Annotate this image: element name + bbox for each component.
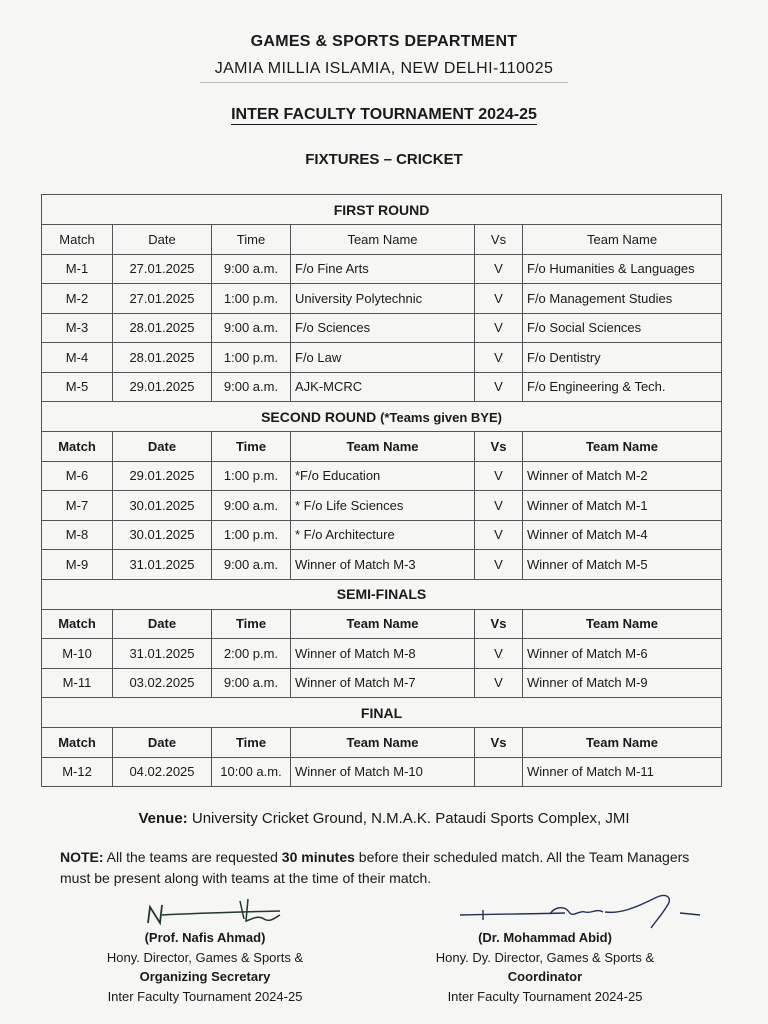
round-header-semi (42, 579, 722, 609)
header-rule (200, 82, 568, 83)
match-row (42, 668, 722, 698)
round-title: FIRST ROUND (42, 195, 722, 225)
department-title: GAMES & SPORTS DEPARTMENT (250, 33, 518, 50)
team-two: F/o Management Studies (523, 284, 722, 314)
col-date: Date (113, 432, 212, 462)
vs-marker: V (475, 343, 523, 373)
col-team: Team Name (291, 225, 475, 255)
signatory-title: Hony. Dy. Director, Games & Sports & (435, 949, 655, 965)
match-time: 9:00 a.m. (212, 372, 291, 402)
column-header-row (42, 225, 722, 255)
signature-left-image (140, 893, 290, 933)
match-id: M-11 (42, 668, 113, 698)
team-one: * F/o Architecture (291, 520, 475, 550)
team-two: F/o Social Sciences (523, 313, 722, 343)
match-id: M-8 (42, 520, 113, 550)
match-row (42, 372, 722, 402)
match-row (42, 461, 722, 491)
team-one: Winner of Match M-7 (291, 668, 475, 698)
team-one: *F/o Education (291, 461, 475, 491)
col-team2: Team Name (523, 225, 722, 255)
signatory-role: Organizing Secretary (139, 969, 271, 984)
column-header-row (42, 609, 722, 639)
col-team: Team Name (291, 728, 475, 758)
match-id: M-2 (42, 284, 113, 314)
match-id: M-7 (42, 491, 113, 521)
match-time: 9:00 a.m. (212, 550, 291, 580)
round-note: (*Teams given BYE) (380, 409, 502, 425)
team-one: * F/o Life Sciences (291, 491, 475, 521)
column-header-row (42, 728, 722, 758)
match-id: M-12 (42, 757, 113, 787)
match-time: 1:00 p.m. (212, 461, 291, 491)
match-id: M-1 (42, 254, 113, 284)
team-two: Winner of Match M-2 (523, 461, 722, 491)
signatory-title: Hony. Director, Games & Sports & (106, 949, 304, 965)
team-one: Winner of Match M-3 (291, 550, 475, 580)
match-date: 29.01.2025 (113, 372, 212, 402)
match-id: M-3 (42, 313, 113, 343)
tournament-title: INTER FACULTY TOURNAMENT 2024-25 (231, 106, 537, 123)
match-id: M-5 (42, 372, 113, 402)
team-two: Winner of Match M-1 (523, 491, 722, 521)
col-time: Time (212, 225, 291, 255)
vs-marker: V (475, 313, 523, 343)
col-team: Team Name (291, 609, 475, 639)
venue-label: Venue: (138, 810, 188, 827)
match-time: 9:00 a.m. (212, 313, 291, 343)
team-one: AJK-MCRC (291, 372, 475, 402)
col-match: Match (42, 225, 113, 255)
col-vs: Vs (475, 609, 523, 639)
signature-block-left (70, 928, 340, 1006)
signatory-name: (Dr. Mohammad Abid) (478, 930, 612, 945)
vs-marker: V (475, 668, 523, 698)
signature-block-right (405, 928, 685, 1006)
match-row (42, 550, 722, 580)
match-row (42, 313, 722, 343)
signatory-role: Coordinator (507, 969, 583, 984)
team-two: Winner of Match M-4 (523, 520, 722, 550)
vs-marker: V (475, 284, 523, 314)
col-time: Time (212, 728, 291, 758)
round-title: SECOND ROUND (261, 408, 377, 425)
match-date: 27.01.2025 (113, 254, 212, 284)
col-date: Date (113, 728, 212, 758)
col-vs: Vs (475, 432, 523, 462)
col-time: Time (212, 609, 291, 639)
match-date: 31.01.2025 (113, 639, 212, 669)
vs-marker: V (475, 639, 523, 669)
vs-marker: V (475, 491, 523, 521)
match-row (42, 343, 722, 373)
match-time: 1:00 p.m. (212, 343, 291, 373)
team-two: F/o Engineering & Tech. (523, 372, 722, 402)
team-one: F/o Fine Arts (291, 254, 475, 284)
round-title: SEMI-FINALS (42, 579, 722, 609)
team-two: F/o Humanities & Languages (523, 254, 722, 284)
match-row (42, 639, 722, 669)
note-label: NOTE: (60, 849, 104, 865)
vs-marker: V (475, 254, 523, 284)
col-vs: Vs (475, 728, 523, 758)
note-paragraph (60, 847, 720, 889)
vs-marker: V (475, 550, 523, 580)
tournament-title-wrap (0, 106, 768, 124)
note-part1: All the teams are requested (103, 849, 282, 865)
team-two: Winner of Match M-5 (523, 550, 722, 580)
column-header-row (42, 432, 722, 462)
match-id: M-4 (42, 343, 113, 373)
match-time: 1:00 p.m. (212, 520, 291, 550)
fixtures-title: FIXTURES – CRICKET (305, 151, 463, 168)
team-two: Winner of Match M-9 (523, 668, 722, 698)
col-match: Match (42, 432, 113, 462)
vs-marker: V (475, 520, 523, 550)
signature-right-image (455, 888, 705, 933)
match-row (42, 284, 722, 314)
col-date: Date (113, 609, 212, 639)
team-two: Winner of Match M-11 (523, 757, 722, 787)
match-date: 30.01.2025 (113, 491, 212, 521)
col-match: Match (42, 728, 113, 758)
col-team2: Team Name (523, 609, 722, 639)
team-one: F/o Law (291, 343, 475, 373)
team-one: Winner of Match M-8 (291, 639, 475, 669)
match-row (42, 254, 722, 284)
col-date: Date (113, 225, 212, 255)
round-header-first (42, 195, 722, 225)
team-two: F/o Dentistry (523, 343, 722, 373)
match-id: M-6 (42, 461, 113, 491)
col-time: Time (212, 432, 291, 462)
match-date: 03.02.2025 (113, 668, 212, 698)
col-team2: Team Name (523, 432, 722, 462)
round-title: FINAL (42, 698, 722, 728)
match-date: 28.01.2025 (113, 343, 212, 373)
vs-marker: V (475, 372, 523, 402)
match-time: 9:00 a.m. (212, 668, 291, 698)
match-date: 28.01.2025 (113, 313, 212, 343)
signatory-name: (Prof. Nafis Ahmad) (144, 930, 266, 945)
team-two: Winner of Match M-6 (523, 639, 722, 669)
vs-marker: V (475, 461, 523, 491)
match-time: 2:00 p.m. (212, 639, 291, 669)
institution-title: JAMIA MILLIA ISLAMIA, NEW DELHI-110025 (214, 60, 554, 77)
match-id: M-10 (42, 639, 113, 669)
col-vs: Vs (475, 225, 523, 255)
venue-line (0, 810, 768, 827)
match-time: 9:00 a.m. (212, 491, 291, 521)
round-header-second (42, 402, 722, 432)
team-one: F/o Sciences (291, 313, 475, 343)
match-date: 27.01.2025 (113, 284, 212, 314)
team-one: University Polytechnic (291, 284, 475, 314)
col-match: Match (42, 609, 113, 639)
note-part2: before their scheduled match. All the Team Managers must be present along with teams at the time of their match. (60, 849, 690, 886)
match-date: 31.01.2025 (113, 550, 212, 580)
round-header-final (42, 698, 722, 728)
signatory-event: Inter Faculty Tournament 2024-25 (447, 988, 643, 1004)
match-id: M-9 (42, 550, 113, 580)
note-bold: 30 minutes (281, 849, 355, 865)
match-row (42, 757, 722, 787)
col-team2: Team Name (523, 728, 722, 758)
col-team: Team Name (291, 432, 475, 462)
match-row (42, 520, 722, 550)
match-row (42, 491, 722, 521)
venue-text: University Cricket Ground, N.M.A.K. Pataudi Sports Complex, JMI (187, 810, 630, 827)
signatory-event: Inter Faculty Tournament 2024-25 (107, 988, 303, 1004)
vs-marker (475, 757, 523, 787)
match-time: 10:00 a.m. (212, 757, 291, 787)
team-one: Winner of Match M-10 (291, 757, 475, 787)
match-time: 1:00 p.m. (212, 284, 291, 314)
fixtures-table (41, 194, 722, 787)
match-time: 9:00 a.m. (212, 254, 291, 284)
match-date: 30.01.2025 (113, 520, 212, 550)
match-date: 29.01.2025 (113, 461, 212, 491)
match-date: 04.02.2025 (113, 757, 212, 787)
